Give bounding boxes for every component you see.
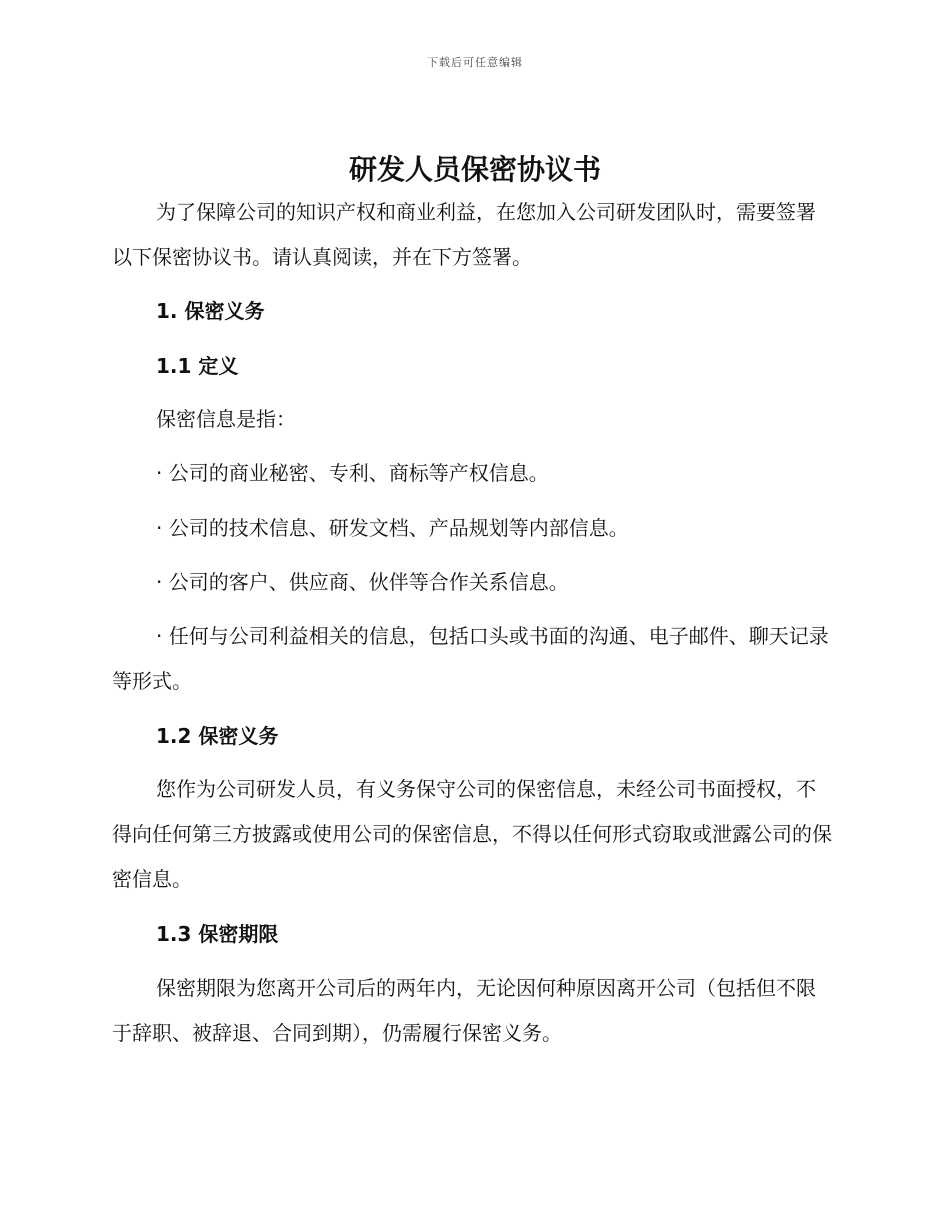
definition-item: · 公司的技术信息、研发文档、产品规划等内部信息。: [156, 516, 629, 540]
section-1-heading: 1. 保密义务: [156, 299, 265, 323]
definition-item: · 公司的商业秘密、专利、商标等产权信息。: [156, 461, 549, 485]
confidentiality-obligation-paragraph: 您作为公司研发人员，有义务保守公司的保密信息，未经公司书面授权，不得向任何第三方披露或使用公司的保密信息，不得以任何形式窃取或泄露公司的保密信息。: [112, 777, 832, 891]
page-header-note: 下载后可任意编辑: [427, 56, 523, 69]
section-1-1-heading: 1.1 定义: [156, 354, 239, 378]
confidentiality-period-paragraph: 保密期限为您离开公司后的两年内，无论因何种原因离开公司（包括但不限于辞职、被辞退、合同到期），仍需履行保密义务。: [112, 976, 816, 1045]
intro-paragraph: 为了保障公司的知识产权和商业利益，在您加入公司研发团队时，需要签署以下保密协议书。请认真阅读，并在下方签署。: [112, 200, 816, 269]
definition-lead: 保密信息是指：: [156, 407, 296, 431]
definition-item: · 任何与公司利益相关的信息，包括口头或书面的沟通、电子邮件、聊天记录等形式。: [112, 624, 829, 693]
document-title: 研发人员保密协议书: [348, 153, 601, 186]
definition-item: · 公司的客户、供应商、伙伴等合作关系信息。: [156, 570, 569, 594]
section-1-2-heading: 1.2 保密义务: [156, 724, 279, 748]
section-1-3-heading: 1.3 保密期限: [156, 922, 279, 946]
